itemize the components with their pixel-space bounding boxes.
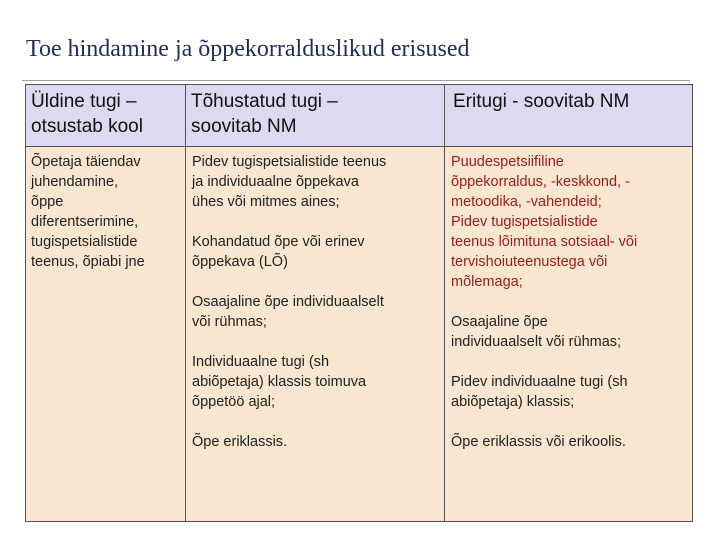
text-line: juhendamine,	[31, 174, 119, 190]
text-line: abiõpetaja) klassis toimuva	[192, 374, 367, 390]
text-line: tugispetsialistide	[31, 234, 138, 250]
enhanced-block-5	[192, 432, 440, 452]
text-line: individuaalselt või rühmas;	[451, 334, 622, 350]
special-block-2	[451, 312, 688, 352]
text-line: Osaajaline õpe	[451, 314, 548, 330]
text-line: Pidev individuaalne tugi (sh	[451, 374, 628, 390]
title-divider	[22, 80, 690, 81]
text-line: Õpe eriklassis või erikoolis.	[451, 434, 626, 450]
text-line: Individuaalne tugi (sh	[192, 354, 330, 370]
header-line: otsustab kool	[31, 116, 143, 137]
support-table	[25, 84, 693, 522]
special-block-4	[451, 432, 688, 452]
text-line: diferentserimine,	[31, 214, 139, 230]
text-line: Õpe eriklassis.	[192, 434, 288, 450]
text-line: õppe	[31, 194, 64, 210]
text-line: õppekava (LÕ)	[192, 254, 288, 270]
header-enhanced-support	[186, 85, 445, 147]
header-line: soovitab NM	[191, 116, 297, 137]
text-line: teenus lõimituna sotsiaal- või	[451, 234, 638, 250]
text-line: ja individuaalne õppekava	[192, 174, 359, 190]
header-line: Üldine tugi –	[31, 91, 137, 112]
header-general-support	[26, 85, 186, 147]
text-line: Õpetaja täiendav	[31, 154, 141, 170]
enhanced-support-cell	[186, 147, 445, 522]
enhanced-block-4	[192, 352, 440, 412]
general-support-cell	[26, 147, 186, 522]
body-row	[26, 147, 693, 522]
enhanced-block-2	[192, 232, 440, 272]
text-line: Osaajaline õpe individuaalselt	[192, 294, 384, 310]
text-line: või rühmas;	[192, 314, 267, 330]
text-line: abiõpetaja) klassis;	[451, 394, 575, 410]
page-title: Toe hindamine ja õppekorralduslikud erisused	[26, 36, 470, 62]
text-line: Puudespetsiifiline	[451, 154, 564, 170]
header-special-support	[445, 85, 693, 147]
text-line: teenus, õpiabi jne	[31, 254, 145, 270]
text-line: tervishoiuteenustega või	[451, 254, 608, 270]
special-block-3	[451, 372, 688, 412]
text-line: Pidev tugispetsialistide	[451, 214, 598, 230]
special-block-1	[451, 152, 688, 292]
text-line: Pidev tugispetsialistide teenus	[192, 154, 387, 170]
header-line: Eritugi - soovitab NM	[453, 91, 630, 112]
enhanced-block-1	[192, 152, 440, 212]
text-line: mõlemaga;	[451, 274, 523, 290]
text-line: Kohandatud õpe või erinev	[192, 234, 365, 250]
text-line: ühes või mitmes aines;	[192, 194, 340, 210]
text-line: õppekorraldus, -keskkond, -	[451, 174, 630, 190]
enhanced-block-3	[192, 292, 440, 332]
header-line: Tõhustatud tugi –	[191, 91, 338, 112]
text-line: õppetöö ajal;	[192, 394, 276, 410]
text-line: metoodika, -vahendeid;	[451, 194, 602, 210]
header-row	[26, 85, 693, 147]
special-support-cell	[445, 147, 693, 522]
